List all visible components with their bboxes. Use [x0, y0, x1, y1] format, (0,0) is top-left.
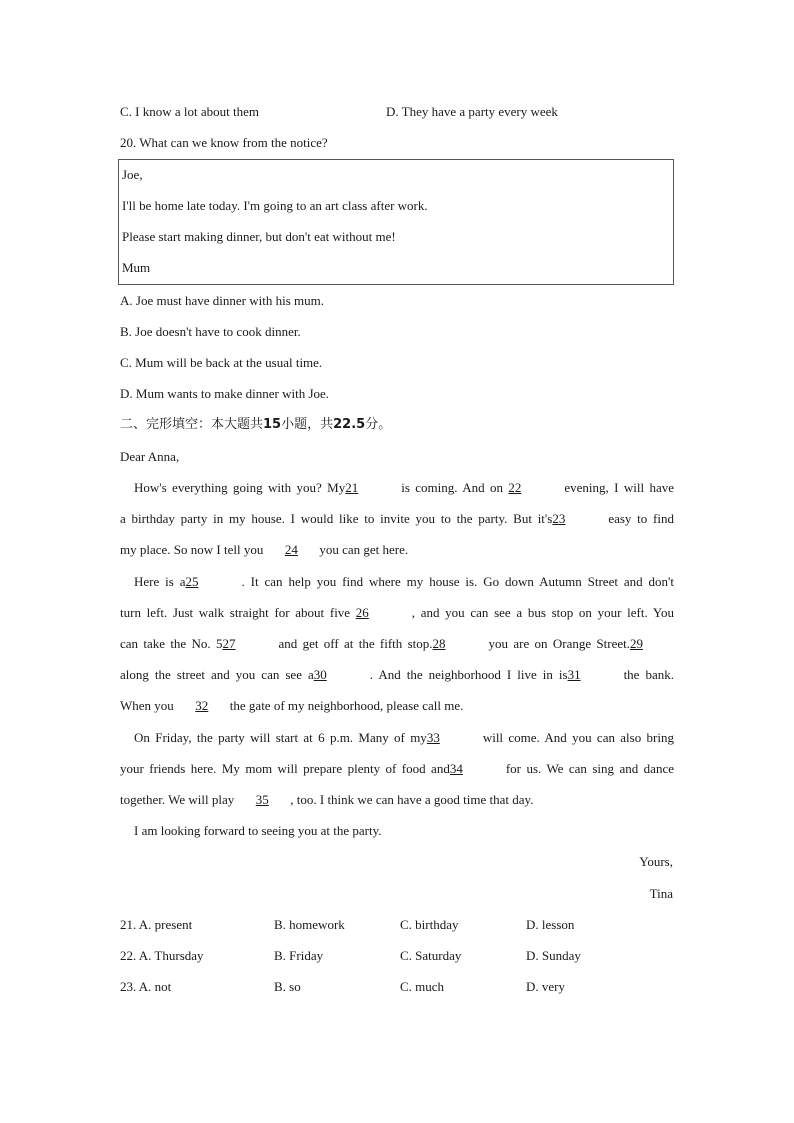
letter-line: [120, 635, 674, 653]
notice-signature: Mum: [122, 260, 151, 275]
blank-28: 28: [432, 636, 446, 651]
text-run: a birthday party in my house. I would like to invite you to the party. But it's: [120, 511, 553, 526]
text-run: can take the No. 5: [120, 636, 223, 651]
blank-25: 25: [185, 574, 199, 589]
letter-line: [120, 479, 674, 497]
text-run: How's everything going with you? My: [134, 480, 346, 495]
choice-a: 21. A. present: [120, 917, 193, 932]
text-run: for us. We can sing and dance: [505, 761, 674, 776]
choice-d: D. Sunday: [526, 948, 581, 963]
letter-line: [120, 573, 674, 591]
blank-22: 22: [508, 480, 522, 495]
text-run: your friends here. My mom will prepare plenty of food and: [120, 761, 450, 776]
section-title-part: 小题，共: [281, 417, 334, 432]
text-run: the gate of my neighborhood, please call me.: [229, 698, 464, 713]
blank-29: 29: [630, 636, 643, 651]
text-run: you can get here.: [319, 542, 409, 557]
section-title-part: 分。: [365, 417, 392, 432]
notice-line: I'll be home late today. I'm going to an art class after work.: [122, 198, 428, 213]
letter-line: [120, 729, 674, 747]
letter-line: [120, 666, 674, 684]
blank-23: 23: [552, 511, 566, 526]
text-run: is coming. And on: [401, 480, 503, 495]
text-run: and get off at the fifth stop.: [278, 636, 433, 651]
text-run: . And the neighborhood I live in is: [369, 667, 568, 682]
notice-box: [118, 159, 674, 285]
letter-line: [120, 604, 674, 622]
blank-26: 26: [355, 605, 369, 620]
text-run: my place. So now I tell you: [120, 542, 264, 557]
blank-35: 35: [255, 792, 269, 807]
blank-32: 32: [195, 698, 209, 713]
letter-line: [120, 510, 674, 528]
q20-option-d: D. Mum wants to make dinner with Joe.: [120, 386, 330, 401]
letter-line: I am looking forward to seeing you at the party.: [134, 823, 382, 838]
letter-line: [120, 760, 674, 778]
blank-31: 31: [567, 667, 581, 682]
q20-option-a: A. Joe must have dinner with his mum.: [120, 293, 325, 308]
choice-c: C. birthday: [400, 917, 459, 932]
q20-question: 20. What can we know from the notice?: [120, 135, 328, 150]
text-run: . It can help you find where my house is. Go down Autumn Street and don't: [241, 574, 674, 589]
text-run: easy to find: [608, 511, 674, 526]
text-run: , too. I think we can have a good time that day.: [290, 792, 534, 807]
question-count: 15: [263, 417, 282, 432]
blank-24: 24: [284, 542, 298, 557]
text-run: the bank.: [623, 667, 674, 682]
section-title-part: 二、完形填空：本大题共: [120, 417, 264, 432]
choice-b: B. so: [274, 979, 301, 994]
text-run: On Friday, the party will start at 6 p.m. Many of my: [134, 730, 427, 745]
text-run: turn left. Just walk straight for about five: [120, 605, 351, 620]
choice-d: D. very: [526, 979, 565, 994]
blank-33: 33: [426, 730, 440, 745]
choice-c: C. much: [400, 979, 445, 994]
blank-34: 34: [449, 761, 463, 776]
q20-option-c: C. Mum will be back at the usual time.: [120, 355, 323, 370]
letter-greeting: Dear Anna,: [120, 449, 180, 464]
text-run: evening, I will have: [564, 480, 674, 495]
choice-b: B. Friday: [274, 948, 324, 963]
notice-line: Please start making dinner, but don't eat without me!: [122, 229, 396, 244]
text-run: When you: [120, 698, 174, 713]
text-run: , and you can see a bus stop on your left. You: [411, 605, 674, 620]
q20-option-b: B. Joe doesn't have to cook dinner.: [120, 324, 301, 339]
q19-option-d: D. They have a party every week: [386, 104, 558, 119]
text-run: Here is a: [134, 574, 186, 589]
blank-30: 30: [313, 667, 327, 682]
section-score: 22.5: [333, 417, 366, 432]
letter-line: [120, 541, 408, 559]
blank-21: 21: [345, 480, 359, 495]
choice-c: C. Saturday: [400, 948, 462, 963]
text-run: along the street and you can see a: [120, 667, 314, 682]
text-run: you are on Orange Street.: [488, 636, 630, 651]
choice-a: 22. A. Thursday: [120, 948, 204, 963]
text-run: will come. And you can also bring: [482, 730, 674, 745]
choice-d: D. lesson: [526, 917, 575, 932]
text-run: together. We will play: [120, 792, 235, 807]
letter-line: [120, 791, 533, 809]
notice-greeting: Joe,: [122, 167, 143, 182]
letter-line: [120, 697, 463, 715]
blank-27: 27: [222, 636, 236, 651]
choice-b: B. homework: [274, 917, 345, 932]
letter-signature: Tina: [649, 886, 673, 901]
choice-a: 23. A. not: [120, 979, 172, 994]
letter-closing: Yours,: [639, 854, 673, 869]
q19-option-c: C. I know a lot about them: [120, 104, 260, 119]
section-heading: [120, 416, 391, 434]
